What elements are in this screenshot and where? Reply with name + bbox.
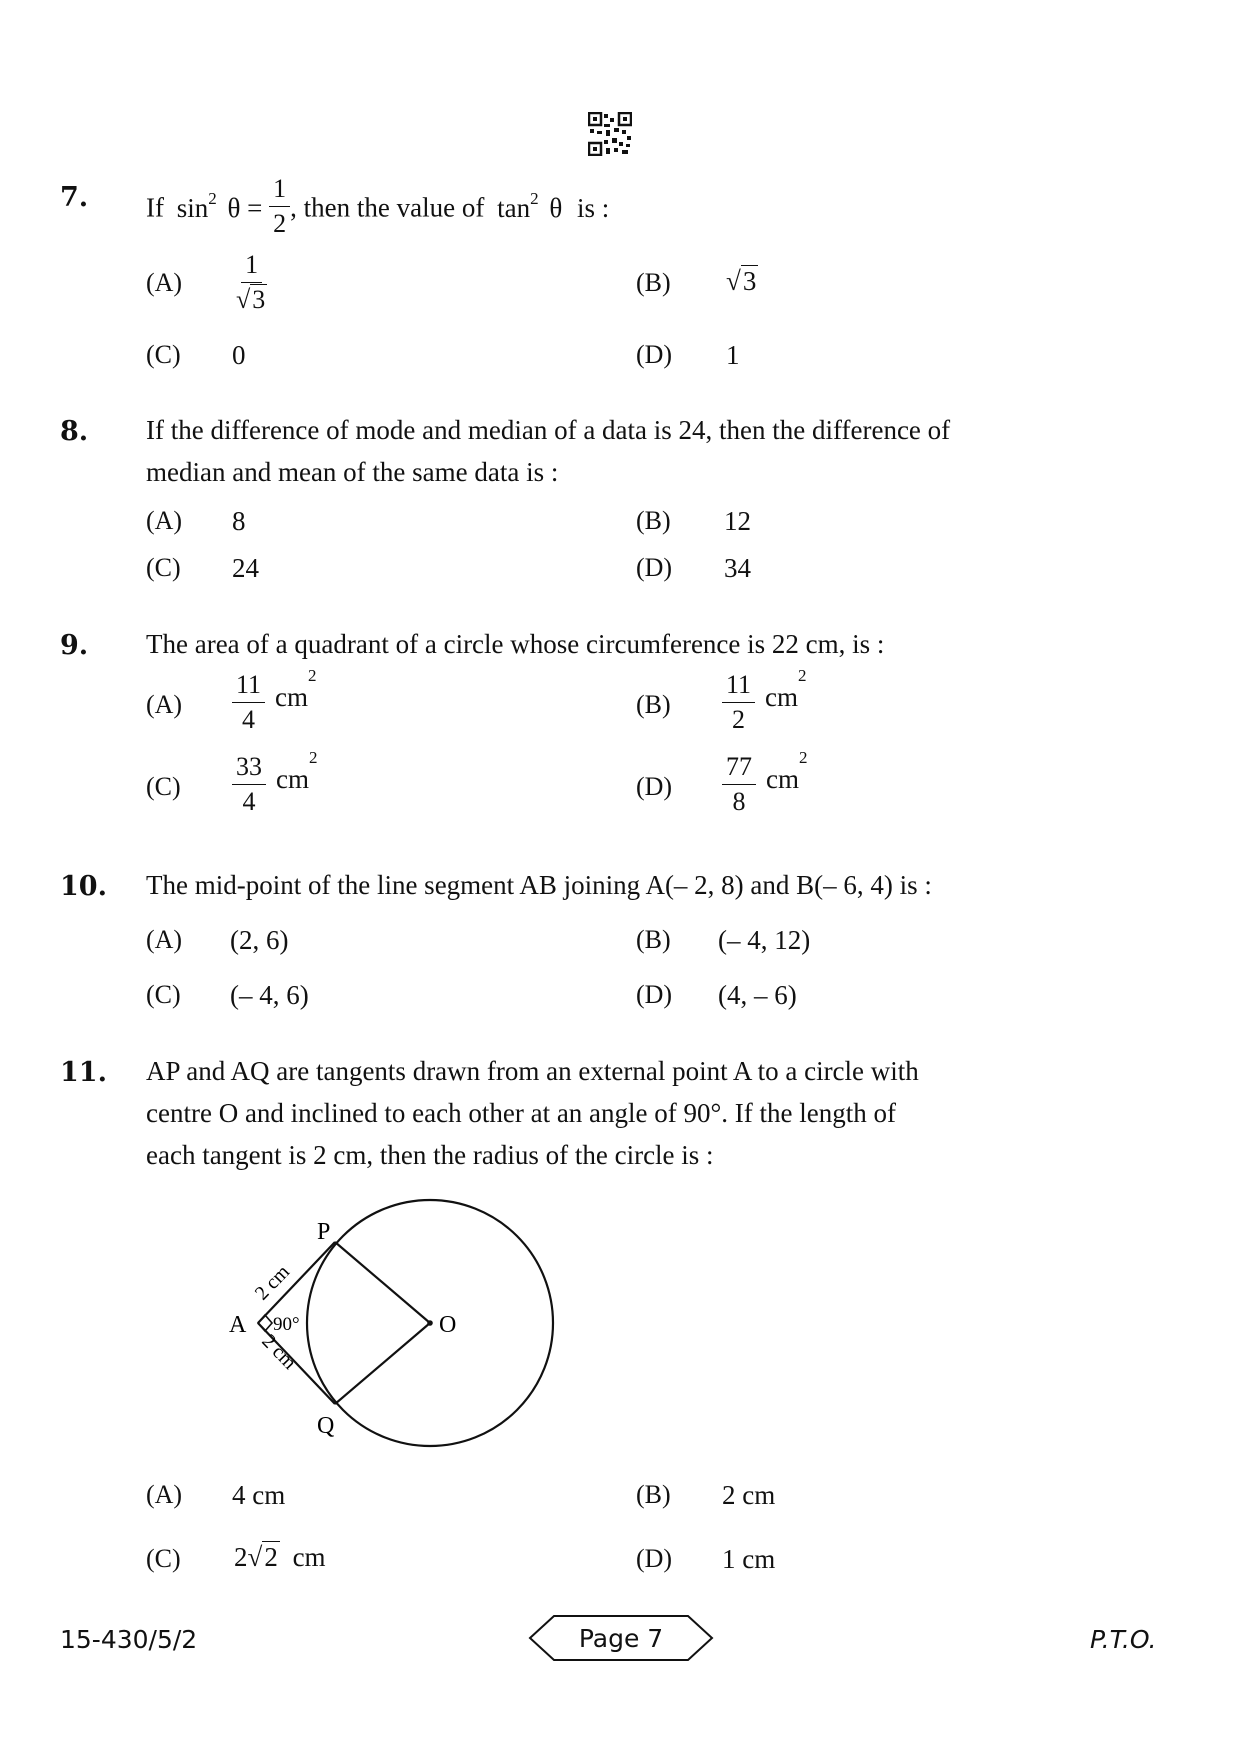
- label-p: P: [317, 1219, 331, 1245]
- fraction-numerator: 33: [232, 752, 266, 785]
- option-letter: (D): [636, 1544, 673, 1573]
- radius-oq: [335, 1323, 430, 1404]
- option-letter: (B): [636, 268, 671, 297]
- question-stem: [146, 174, 610, 239]
- fraction-denominator: 4: [242, 787, 256, 816]
- fraction: [269, 174, 290, 239]
- question-stem: The mid-point of the line segment AB joining A(– 2, 8) and B(– 6, 4) is :: [146, 870, 932, 900]
- fraction-denominator: 2: [273, 209, 287, 238]
- option-value: [232, 748, 318, 817]
- unit: cm: [766, 764, 799, 795]
- coefficient: 2: [234, 1542, 248, 1572]
- option-letter: (B): [636, 925, 671, 954]
- option-value: [722, 748, 808, 817]
- option-value: (4, – 6): [718, 980, 797, 1010]
- exponent: 2: [309, 748, 318, 767]
- radicand: 2: [264, 1542, 278, 1572]
- question-stem-line: AP and AQ are tangents drawn from an external point A to a circle with: [146, 1056, 919, 1086]
- fraction-numerator: 77: [722, 752, 756, 785]
- question-number: 9.: [60, 630, 89, 661]
- sin-text: sin: [176, 192, 209, 223]
- option-letter: (A): [146, 1480, 183, 1509]
- stem-text: , then the value of: [290, 192, 485, 223]
- unit: cm: [276, 764, 309, 795]
- fraction-denominator: 4: [242, 705, 256, 734]
- pto-label: P.T.O.: [1090, 1625, 1157, 1654]
- option-value: √3: [726, 266, 757, 296]
- option-value: 24: [232, 553, 259, 583]
- angle-label: 90°: [273, 1314, 300, 1335]
- option-value: (– 4, 6): [230, 980, 309, 1010]
- label-q: Q: [317, 1413, 335, 1439]
- option-letter: (C): [146, 340, 181, 369]
- option-value: 8: [232, 506, 246, 536]
- option-letter: (D): [636, 980, 673, 1009]
- option-value: 12: [724, 506, 751, 536]
- option-value: [232, 250, 271, 315]
- fraction-denominator: √3: [236, 285, 266, 314]
- option-letter: (D): [636, 340, 673, 369]
- unit: cm: [292, 1542, 326, 1572]
- radicand: 3: [742, 266, 757, 296]
- question-stem: The area of a quadrant of a circle whose circumference is 22 cm, is :: [146, 629, 885, 659]
- option-value: 34: [724, 553, 751, 583]
- option-value: 1: [726, 340, 740, 370]
- question-stem-line: centre O and inclined to each other at an angle of 90°. If the length of: [146, 1098, 897, 1128]
- radicand: 3: [252, 285, 266, 314]
- option-value: 4 cm: [232, 1480, 286, 1510]
- question-number: 11.: [60, 1057, 107, 1088]
- option-value: [722, 666, 807, 735]
- option-letter: (D): [636, 553, 673, 582]
- exponent: 2: [208, 189, 217, 208]
- exponent: 2: [308, 666, 317, 685]
- option-value: [232, 666, 317, 735]
- fraction-numerator: 1: [241, 250, 262, 283]
- option-letter: (C): [146, 553, 181, 582]
- exponent: 2: [799, 748, 808, 767]
- option-value: 1 cm: [722, 1544, 776, 1574]
- question-number: 8.: [60, 416, 89, 447]
- question-stem-line: median and mean of the same data is :: [146, 457, 559, 487]
- option-value: 0: [232, 340, 246, 370]
- option-letter: (B): [636, 690, 671, 719]
- option-letter: (C): [146, 980, 181, 1009]
- page-number: Page 7: [578, 1624, 664, 1653]
- option-letter: (C): [146, 1544, 181, 1573]
- length-label-ap: 2 cm: [250, 1260, 294, 1305]
- option-value: (– 4, 12): [718, 925, 811, 955]
- unit: cm: [275, 682, 309, 713]
- option-letter: (A): [146, 268, 183, 297]
- tan-text: tan: [497, 192, 531, 223]
- stem-text: If: [146, 192, 164, 223]
- option-value: (2, 6): [230, 925, 289, 955]
- label-a: A: [229, 1312, 247, 1338]
- right-angle-marker: [258, 1315, 272, 1331]
- paper-code: 15-430/5/2: [60, 1625, 198, 1654]
- fraction-numerator: 11: [722, 670, 755, 703]
- fraction-numerator: 11: [232, 670, 265, 703]
- option-letter: (A): [146, 506, 183, 535]
- fraction-denominator: 8: [732, 787, 746, 816]
- fraction: [232, 250, 271, 315]
- qr-code-icon: [588, 112, 632, 156]
- label-o: O: [439, 1312, 457, 1338]
- option-letter: (A): [146, 690, 183, 719]
- question-stem-line: If the difference of mode and median of a data is 24, then the difference of: [146, 415, 951, 445]
- option-letter: (C): [146, 772, 181, 801]
- option-value: 2√2 cm: [234, 1542, 326, 1572]
- question-number: 7.: [60, 182, 89, 213]
- stem-text: is :: [577, 192, 610, 223]
- question-stem-line: each tangent is 2 cm, then the radius of the circle is :: [146, 1140, 714, 1170]
- fraction-numerator: 1: [269, 174, 290, 207]
- length-label-aq: 2 cm: [257, 1330, 301, 1374]
- exponent: 2: [798, 666, 807, 685]
- tangent-circle-figure: [220, 1195, 580, 1460]
- centre-point: [427, 1320, 433, 1326]
- radius-op: [335, 1242, 430, 1323]
- unit: cm: [765, 682, 799, 713]
- question-number: 10.: [60, 871, 107, 902]
- option-letter: (D): [636, 772, 673, 801]
- option-letter: (B): [636, 506, 671, 535]
- fraction-denominator: 2: [732, 705, 746, 734]
- theta-text: θ: [549, 192, 563, 223]
- exponent: 2: [530, 189, 539, 208]
- option-letter: (B): [636, 1480, 671, 1509]
- option-value: 2 cm: [722, 1480, 776, 1510]
- option-letter: (A): [146, 925, 183, 954]
- stem-text: θ =: [227, 192, 263, 223]
